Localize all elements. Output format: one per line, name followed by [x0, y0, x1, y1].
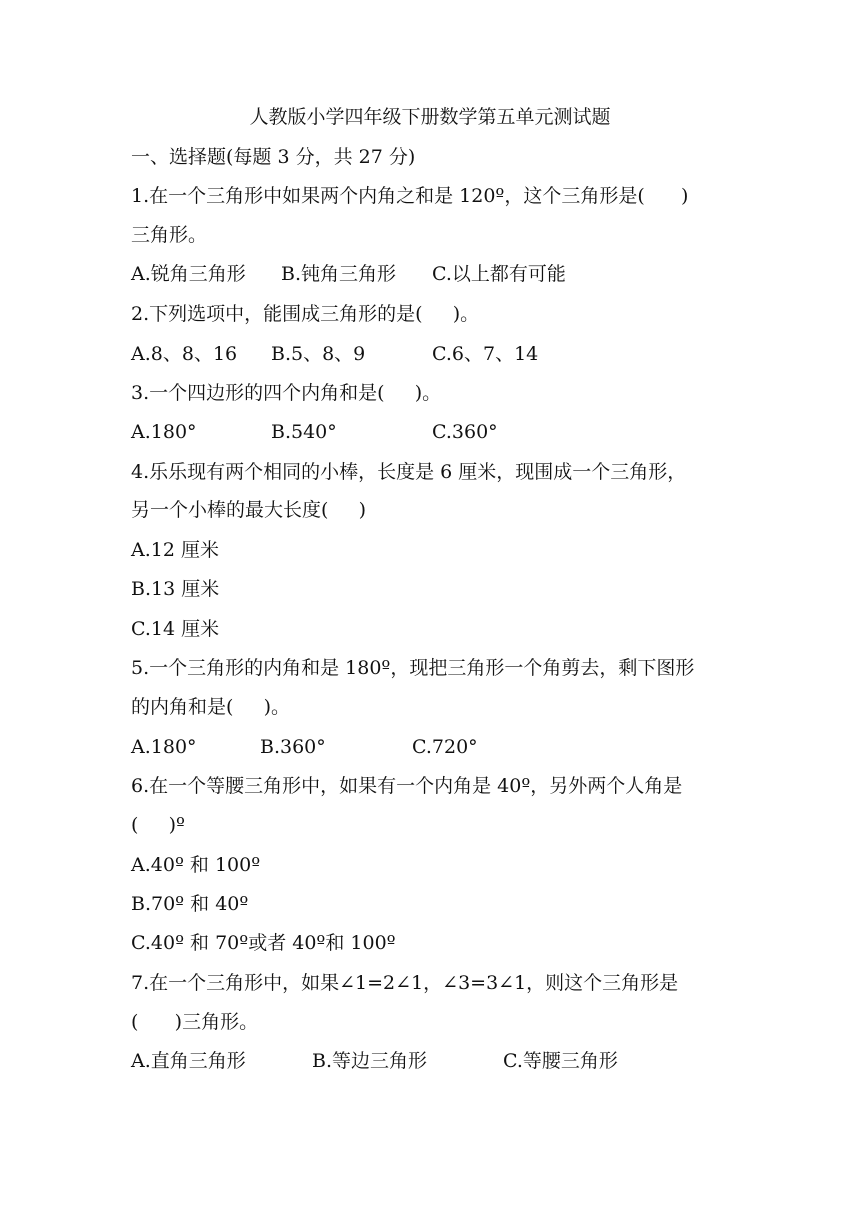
question-4-option-a: A.12 厘米: [131, 539, 219, 561]
question-5-stem-line-2: 的内角和是( )。: [131, 696, 291, 718]
question-6-option-b: B.70º 和 40º: [131, 893, 249, 915]
question-4-option-b: B.13 厘米: [131, 578, 220, 600]
question-6-stem-line-1: 6.在一个等腰三角形中，如果有一个内角是 40º，另外两个人角是: [131, 775, 683, 797]
question-5-option-b: B.360°: [260, 736, 326, 758]
question-6-option-c: C.40º 和 70º或者 40º和 100º: [131, 932, 396, 954]
question-4-stem-line-2: 另一个小棒的最大长度( ): [131, 499, 367, 521]
question-5-option-c: C.720°: [412, 736, 478, 758]
question-3-stem-line-1: 3.一个四边形的四个内角和是( )。: [131, 382, 442, 404]
question-1-stem-line-1: 1.在一个三角形中如果两个内角之和是 120º，这个三角形是( ): [131, 185, 689, 207]
question-5-stem-line-1: 5.一个三角形的内角和是 180º，现把三角形一个角剪去，剩下图形: [131, 657, 695, 679]
question-1-stem-line-2: 三角形。: [131, 224, 208, 246]
question-2-option-c: C.6、7、14: [432, 343, 539, 365]
question-3-option-c: C.360°: [432, 421, 498, 443]
question-2-option-a: A.8、8、16: [131, 343, 238, 365]
question-2-stem-line-1: 2.下列选项中，能围成三角形的是( )。: [131, 303, 480, 325]
question-4-option-c: C.14 厘米: [131, 618, 220, 640]
question-5-option-a: A.180°: [131, 736, 197, 758]
question-7-stem-line-2: ( )三角形。: [131, 1011, 259, 1033]
question-6-stem-line-2: ( )º: [131, 814, 185, 836]
question-3-option-b: B.540°: [271, 421, 337, 443]
question-4-stem-line-1: 4.乐乐现有两个相同的小棒，长度是 6 厘米，现围成一个三角形，: [131, 461, 687, 483]
question-3-option-a: A.180°: [131, 421, 197, 443]
question-7-option-a: A.直角三角形: [131, 1050, 246, 1072]
question-7-option-b: B.等边三角形: [312, 1050, 428, 1072]
question-6-option-a: A.40º 和 100º: [131, 854, 261, 876]
question-1-option-c: C.以上都有可能: [432, 263, 566, 285]
question-1-option-a: A.锐角三角形: [131, 263, 246, 285]
question-1-option-b: B.钝角三角形: [281, 263, 397, 285]
question-2-option-b: B.5、8、9: [271, 343, 366, 365]
question-7-stem-line-1: 7.在一个三角形中，如果∠1=2∠1，∠3=3∠1，则这个三角形是: [131, 972, 679, 994]
section-heading: 一、选择题(每题 3 分，共 27 分): [131, 146, 416, 168]
question-7-option-c: C.等腰三角形: [503, 1050, 618, 1072]
page-title: 人教版小学四年级下册数学第五单元测试题: [249, 106, 611, 128]
